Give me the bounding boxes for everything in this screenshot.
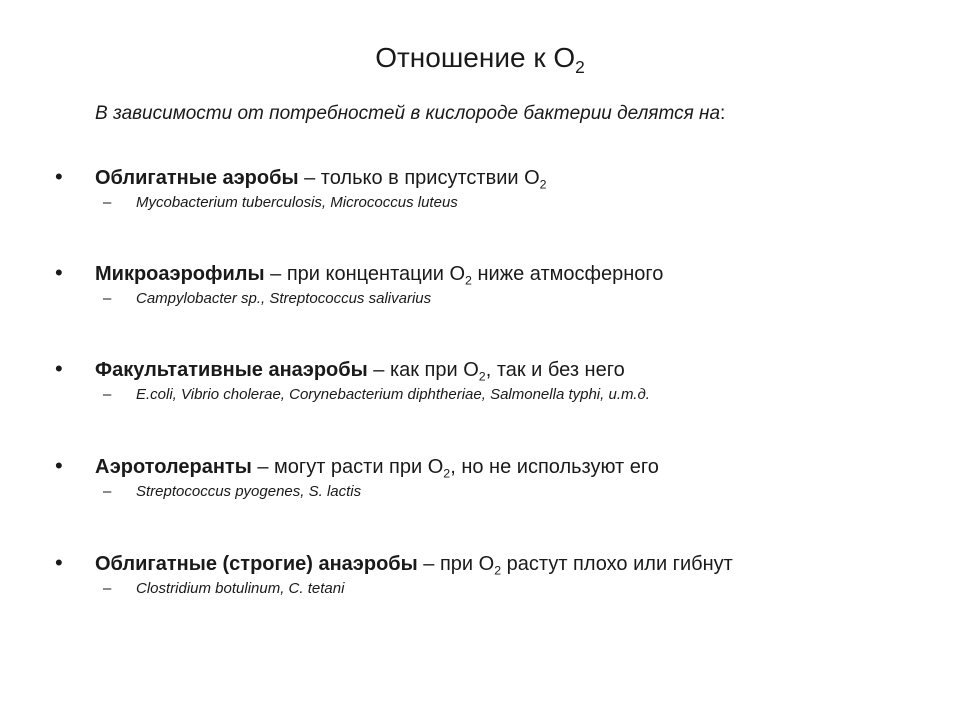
bullet-desc-after: , но не используют его [450, 456, 659, 478]
bullet-term: Аэротолеранты [95, 456, 252, 478]
bullet-subscript: 2 [443, 466, 451, 481]
bullet-desc-before: могут расти при O [274, 456, 444, 478]
bullet-item [55, 261, 935, 311]
examples-text: Streptococcus pyogenes, S. lactis [136, 483, 362, 500]
bullet-desc-before: только в присутствии O [320, 167, 540, 189]
dash-icon: – [103, 483, 112, 500]
bullet-desc-before: при концентации O [286, 263, 466, 285]
bullet-text [95, 357, 625, 383]
dash-icon: – [103, 194, 112, 211]
bullet-text [95, 454, 659, 480]
bullet-item [55, 454, 935, 504]
examples-text: Campylobacter sp., Streptococcus salivarius [136, 290, 432, 307]
bullet-term: Микроаэрофилы [95, 263, 265, 285]
bullet-subscript: 2 [494, 563, 502, 578]
slide-title-text: Отношение к O [375, 42, 576, 73]
examples-text: Clostridium botulinum, C. tetani [136, 580, 345, 597]
bullet-item [55, 551, 935, 601]
bullet-desc-before: при O [439, 553, 495, 575]
bullet-term: Облигатные аэробы [95, 167, 299, 189]
intro-text [95, 101, 725, 127]
bullet-row [55, 551, 935, 579]
bullet-row [55, 165, 935, 193]
examples-text: Mycobacterium tuberculosis, Micrococcus luteus [136, 194, 458, 211]
bullet-subscript: 2 [539, 177, 547, 192]
slide-title-subscript: 2 [575, 57, 585, 78]
bullet-desc-after: ниже атмосферного [471, 263, 664, 285]
sub-item [55, 579, 935, 601]
bullet-icon: • [55, 453, 63, 478]
bullet-separator: – [417, 553, 440, 575]
dash-icon: – [103, 290, 112, 307]
bullet-subscript: 2 [465, 273, 472, 288]
examples-text: E.coli, Vibrio cholerae, Corynebacterium diphtheriae, Salmonella typhi, и.т.д. [136, 386, 650, 403]
bullet-separator: – [251, 456, 275, 478]
bullet-separator: – [367, 359, 390, 381]
bullet-item [55, 357, 935, 407]
intro-sentence: В зависимости от потребностей в кислороде бактерии делятся на [95, 103, 721, 124]
dash-icon: – [103, 386, 112, 403]
bullet-item [55, 165, 935, 215]
bullet-separator: – [264, 263, 287, 285]
bullet-row [55, 454, 935, 482]
bullet-text [95, 165, 547, 191]
sub-item [55, 193, 935, 215]
dash-icon: – [103, 580, 112, 597]
bullet-desc-after: растут плохо или гибнут [501, 553, 733, 575]
sub-item [55, 289, 935, 311]
sub-item [55, 385, 935, 407]
slide-title [0, 40, 960, 76]
bullet-icon: • [55, 164, 63, 189]
intro-colon: : [720, 103, 726, 124]
bullet-icon: • [55, 260, 63, 285]
bullet-icon: • [55, 550, 63, 575]
bullet-text [95, 551, 733, 577]
bullet-separator: – [298, 167, 321, 189]
bullet-row [55, 357, 935, 385]
bullet-desc-before: как при O [389, 359, 479, 381]
bullet-desc-after: , так и без него [485, 359, 625, 381]
bullet-term: Облигатные (строгие) анаэробы [95, 553, 418, 575]
bullet-icon: • [55, 356, 63, 381]
bullet-subscript: 2 [478, 369, 486, 384]
bullet-term: Факультативные анаэробы [95, 359, 368, 381]
sub-item [55, 482, 935, 504]
bullet-row [55, 261, 935, 289]
bullet-text [95, 261, 663, 287]
